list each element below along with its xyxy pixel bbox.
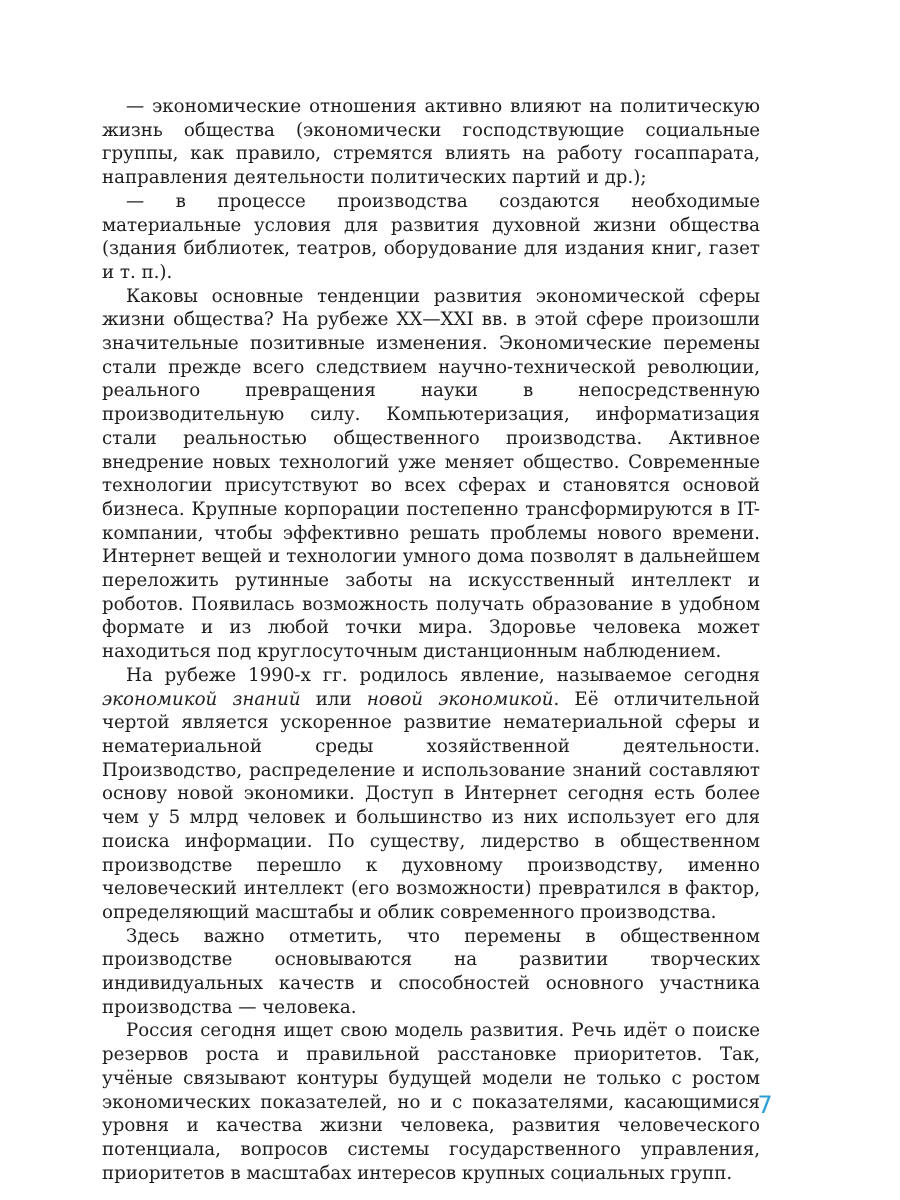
paragraph-russia-model: Россия сегодня ищет свою модель развития. Речь идёт о поиске резервов роста и правильной расстановке приоритетов. Так, учёные связывают контуры будущей модели не только с ростом экономических показателей, но и с показателями, касающимися уровня и качества жизни человека, развития человеческого потенциала, вопросов системы государственного управления, приоритетов в масштабах интересов крупных социальных групп. bbox=[102, 1020, 760, 1184]
paragraph-human-qualities: Здесь важно отметить, что перемены в общественном производстве основываются на развитии творческих индивидуальных качеств и способностей основного участника производства — человека. bbox=[102, 925, 760, 1018]
text-run: На рубеже 1990-х гг. родилось явление, называемое сегодня bbox=[126, 664, 760, 686]
body-text bbox=[102, 95, 760, 1185]
paragraph-production-culture: — в процессе производства создаются необходимые материальные условия для развития духовной жизни общества (здания библиотек, театров, оборудование для издания книг, газет и т. п.). bbox=[102, 190, 760, 283]
page-number: 7 bbox=[757, 1091, 773, 1119]
paragraph-knowledge-economy bbox=[102, 664, 760, 925]
paragraph-economic-politics: — экономические отношения активно влияют на политическую жизнь общества (экономически господствующие социальные группы, как правило, стремятся влиять на работу госаппарата, направления деятельности политических партий и др.); bbox=[102, 96, 760, 189]
italic-term-new-economy: новой экономикой bbox=[366, 688, 554, 710]
italic-term-knowledge-economy: экономикой знаний bbox=[102, 688, 301, 710]
text-run: . Её отличительной чертой является ускоренное развитие нематериальной сферы и нематериальной среды хозяйственной деятельности. Производство, распределение и использование знаний составляют основу новой экономики. Доступ в Интернет сегодня есть более чем у 5 млрд человек и большинство из них использует его для поиска информации. По существу, лидерство в общественном производстве перешло к духовному производству, именно человеческий интеллект (его возможности) превратился в фактор, определяющий масштабы и облик современного производства. bbox=[102, 688, 760, 923]
text-run: или bbox=[300, 688, 367, 710]
paragraph-economic-trends: Каковы основные тенденции развития экономической сферы жизни общества? На рубеже XX—XXI вв. в этой сфере произошли значительные позитивные изменения. Экономические перемены стали прежде всего следствием научно-технической революции, реального превращения науки в непосредственную производительную силу. Компьютеризация, информатизация стали реальностью общественного производства. Активное внедрение новых технологий уже меняет общество. Современные технологии присутствуют во всех сферах и становятся основой бизнеса. Крупные корпорации постепенно трансформируются в IT-компании, чтобы эффективно решать проблемы нового времени. Интернет вещей и технологии умного дома позволят в дальнейшем переложить рутинные заботы на искусственный интеллект и роботов. Появилась возможность получать образование в удобном формате и из любой точки мира. Здоровье человека может находиться под круглосуточным дистанционным наблюдением. bbox=[102, 285, 760, 663]
